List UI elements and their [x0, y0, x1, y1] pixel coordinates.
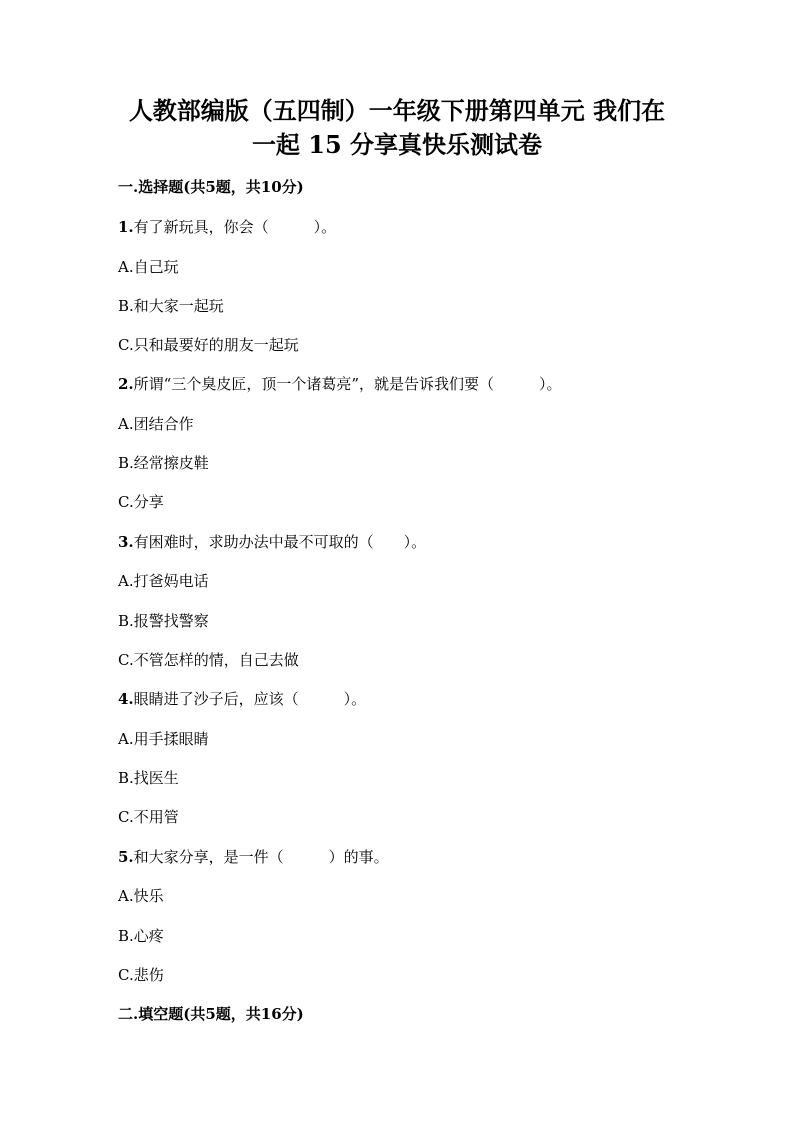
question-1 — [118, 216, 336, 238]
question-5-option-a: A.快乐 — [118, 887, 164, 905]
question-stem: 和大家分享，是一件（ ）的事。 — [133, 848, 389, 866]
question-5-option-c: C.悲伤 — [118, 966, 164, 984]
section-heading-choice: 一.选择题(共5题，共10分) — [118, 178, 304, 196]
question-4 — [118, 688, 366, 710]
question-4-option-b: B.找医生 — [118, 769, 179, 787]
question-1-option-a: A.自己玩 — [118, 258, 179, 276]
question-5-option-b: B.心疼 — [118, 927, 164, 945]
question-number: 5. — [118, 848, 134, 866]
question-2 — [118, 373, 562, 395]
question-number: 4. — [118, 690, 134, 708]
question-4-option-c: C.不用管 — [118, 808, 179, 826]
question-5 — [118, 846, 389, 868]
question-3-option-c: C.不管怎样的情，自己去做 — [118, 651, 299, 669]
question-3 — [118, 531, 426, 553]
question-number: 2. — [118, 375, 134, 393]
question-3-option-b: B.报警找警察 — [118, 612, 209, 630]
question-1-option-c: C.只和最要好的朋友一起玩 — [118, 336, 299, 354]
question-stem: 有了新玩具，你会（ ）。 — [133, 218, 337, 236]
question-2-option-c: C.分享 — [118, 493, 164, 511]
question-number: 1. — [118, 218, 134, 236]
question-1-option-b: B.和大家一起玩 — [118, 297, 224, 315]
question-stem: 有困难时，求助办法中最不可取的（ ）。 — [133, 533, 427, 551]
question-2-option-a: A.团结合作 — [118, 415, 194, 433]
document-title-line-1: 人教部编版（五四制）一年级下册第四单元 我们在 — [128, 96, 666, 125]
question-2-option-b: B.经常擦皮鞋 — [118, 454, 209, 472]
section-heading-fill-in: 二.填空题(共5题，共16分) — [118, 1005, 304, 1023]
question-number: 3. — [118, 533, 134, 551]
question-3-option-a: A.打爸妈电话 — [118, 572, 209, 590]
document-title-line-2: 一起 15 分享真快乐测试卷 — [251, 130, 543, 159]
question-4-option-a: A.用手揉眼睛 — [118, 730, 209, 748]
question-stem: 眼睛进了沙子后，应该（ ）。 — [133, 690, 367, 708]
question-stem: 所谓“三个臭皮匠，顶一个诸葛亮”，就是告诉我们要（ ）。 — [133, 375, 562, 393]
